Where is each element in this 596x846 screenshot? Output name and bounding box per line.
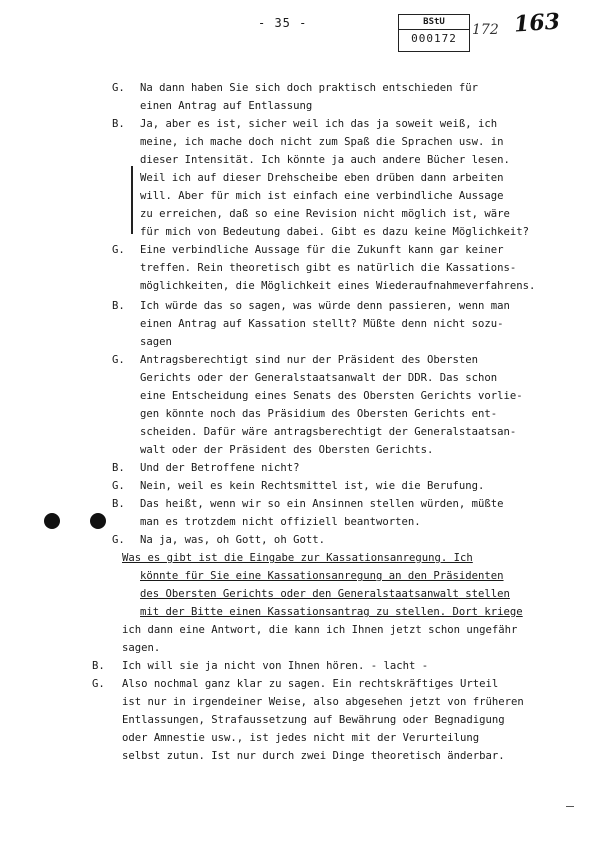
transcript-line: Das heißt, wenn wir so ein Ansinnen stellen würden, müßte bbox=[140, 498, 504, 510]
transcript-line: scheiden. Dafür wäre antragsberechtigt der Generalstaatsan- bbox=[140, 426, 517, 438]
transcript-line: Ich würde das so sagen, was würde denn passieren, wenn man bbox=[140, 300, 510, 312]
transcript-line: Was es gibt ist die Eingabe zur Kassationsanregung. Ich bbox=[122, 552, 473, 564]
speaker-label: B. bbox=[112, 462, 125, 474]
page-number: - 35 - bbox=[258, 16, 308, 30]
transcript-line: treffen. Rein theoretisch gibt es natürlich die Kassations- bbox=[140, 262, 517, 274]
transcript-line: Weil ich auf dieser Drehscheibe eben drüben dann arbeiten bbox=[140, 172, 504, 184]
transcript-line: für mich von Bedeutung dabei. Gibt es dazu keine Möglichkeit? bbox=[140, 226, 530, 238]
transcript-line: einen Antrag auf Entlassung bbox=[140, 100, 313, 112]
transcript-line: Und der Betroffene nicht? bbox=[140, 462, 300, 474]
speaker-label: B. bbox=[112, 498, 125, 510]
transcript-line: Nein, weil es kein Rechtsmittel ist, wie die Berufung. bbox=[140, 480, 485, 492]
transcript-line: walt oder der Präsident des Obersten Gerichts. bbox=[140, 444, 434, 456]
speaker-label: G. bbox=[112, 244, 125, 256]
transcript-line: will. Aber für mich ist einfach eine verbindliche Aussage bbox=[140, 190, 504, 202]
speaker-label: G. bbox=[112, 82, 125, 94]
stamp-number: 000172 bbox=[411, 32, 457, 45]
speaker-label: G. bbox=[112, 480, 125, 492]
transcript-line: selbst zutun. Ist nur durch zwei Dinge theoretisch änderbar. bbox=[122, 750, 505, 762]
transcript-line: eine Entscheidung eines Senats des Obersten Gerichts vorlie- bbox=[140, 390, 523, 402]
transcript-line: ich dann eine Antwort, die kann ich Ihnen jetzt schon ungefähr bbox=[122, 624, 518, 636]
archive-stamp bbox=[398, 14, 470, 52]
transcript-line: ist nur in irgendeiner Weise, also abgesehen jetzt von früheren bbox=[122, 696, 524, 708]
punch-hole bbox=[44, 513, 60, 529]
speaker-label: B. bbox=[112, 118, 125, 130]
transcript-line: sagen. bbox=[122, 642, 161, 654]
transcript-line: sagen bbox=[140, 336, 172, 348]
transcript-line: Gerichts oder der Generalstaatsanwalt der DDR. Das schon bbox=[140, 372, 498, 384]
transcript-line: des Obersten Gerichts oder den Generalstaatsanwalt stellen bbox=[140, 588, 510, 600]
transcript-line: zu erreichen, daß so eine Revision nicht möglich ist, wäre bbox=[140, 208, 510, 220]
handwritten-page-number: 172 bbox=[472, 22, 499, 38]
transcript-line: gen könnte noch das Präsidium des Obersten Gerichts ent- bbox=[140, 408, 498, 420]
speaker-label: B. bbox=[112, 300, 125, 312]
speaker-label: G. bbox=[112, 354, 125, 366]
transcript-line: man es trotzdem nicht offiziell beantworten. bbox=[140, 516, 421, 528]
speaker-label: B. bbox=[92, 660, 105, 672]
transcript-line: Also nochmal ganz klar zu sagen. Ein rechtskräftiges Urteil bbox=[122, 678, 499, 690]
transcript-line: Ja, aber es ist, sicher weil ich das ja soweit weiß, ich bbox=[140, 118, 498, 130]
speaker-label: G. bbox=[92, 678, 105, 690]
transcript-line: mit der Bitte einen Kassationsantrag zu stellen. Dort kriege bbox=[140, 606, 523, 618]
transcript-line: Ich will sie ja nicht von Ihnen hören. - lacht - bbox=[122, 660, 429, 672]
transcript-line: einen Antrag auf Kassation stellt? Müßte denn nicht sozu- bbox=[140, 318, 504, 330]
punch-hole bbox=[90, 513, 106, 529]
margin-bracket-mark bbox=[131, 166, 133, 234]
transcript-line: oder Amnestie usw., ist jedes nicht mit der Verurteilung bbox=[122, 732, 480, 744]
transcript-line: möglichkeiten, die Möglichkeit eines Wiederaufnahmeverfahrens. bbox=[140, 280, 536, 292]
transcript-line: Na dann haben Sie sich doch praktisch entschieden für bbox=[140, 82, 479, 94]
stamp-label: BStU bbox=[399, 15, 469, 30]
transcript-line: Eine verbindliche Aussage für die Zukunft kann gar keiner bbox=[140, 244, 504, 256]
transcript-line: könnte für Sie eine Kassationsanregung an den Präsidenten bbox=[140, 570, 504, 582]
transcript-line: Antragsberechtigt sind nur der Präsident des Obersten bbox=[140, 354, 479, 366]
transcript-line: meine, ich mache doch nicht zum Spaß die Sprachen usw. in bbox=[140, 136, 504, 148]
handwritten-folio-number: 163 bbox=[513, 8, 561, 38]
transcript-line: dieser Intensität. Ich könnte ja auch andere Bücher lesen. bbox=[140, 154, 510, 166]
corner-mark bbox=[566, 806, 574, 817]
transcript-line: Entlassungen, Strafaussetzung auf Bewährung oder Begnadigung bbox=[122, 714, 505, 726]
speaker-label: G. bbox=[112, 534, 125, 546]
transcript-line: Na ja, was, oh Gott, oh Gott. bbox=[140, 534, 325, 546]
